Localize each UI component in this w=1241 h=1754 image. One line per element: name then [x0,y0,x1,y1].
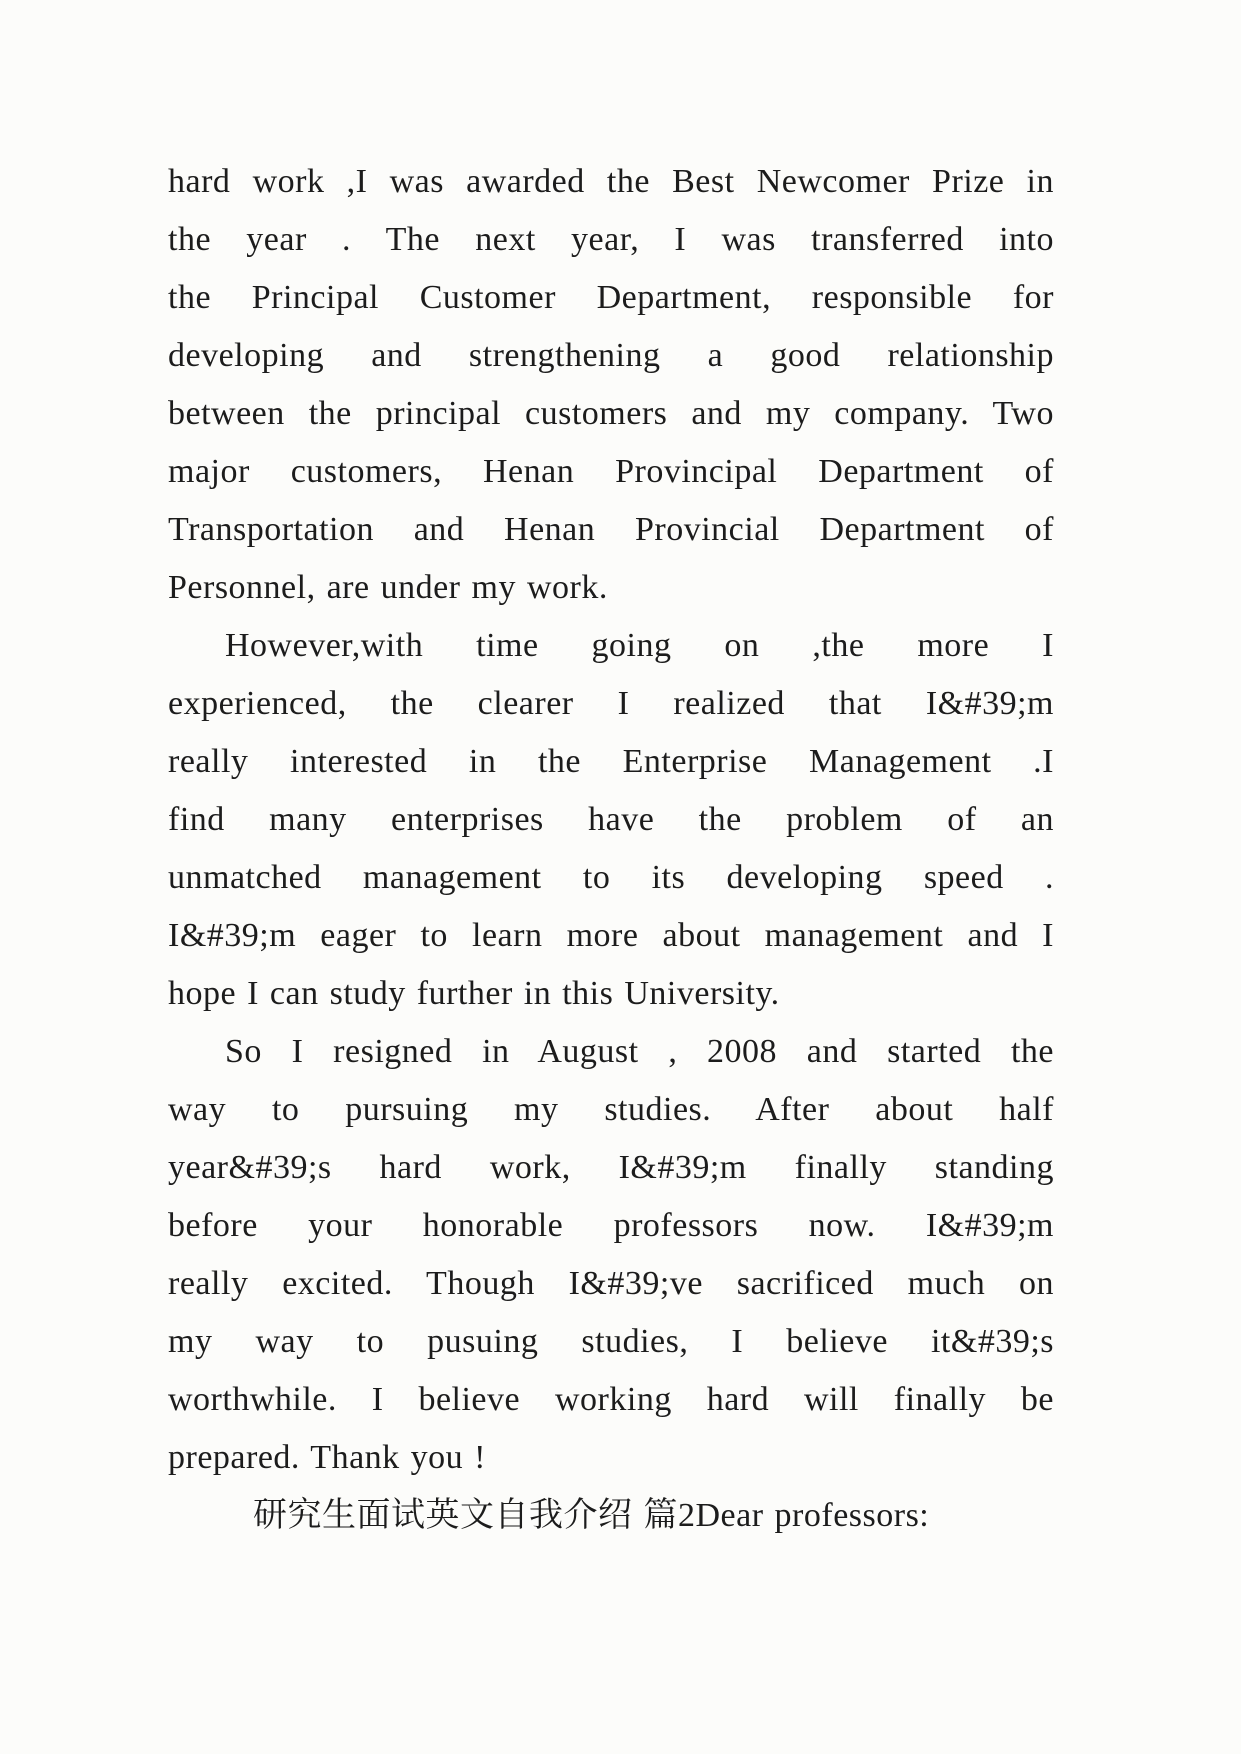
text-line: worthwhile. I believe working hard will finally be [168,1381,1054,1418]
text-line: prepared. Thank you ! [168,1439,486,1476]
text-line: really interested in the Enterprise Management .I [168,743,1054,780]
text-line: way to pursuing my studies. After about half [168,1091,1054,1128]
text-line: hope I can study further in this University. [168,975,780,1012]
paragraph [168,1487,1054,1545]
text-line: really excited. Though I&#39;ve sacrificed much on [168,1265,1054,1302]
paragraph [168,617,1054,1023]
text-line: unmatched management to its developing speed . [168,859,1054,896]
text-line: However,with time going on ,the more I [225,627,1054,664]
text-line: developing and strengthening a good relationship [168,337,1054,374]
text-line: before your honorable professors now. I&#39;m [168,1207,1054,1244]
text-line: year&#39;s hard work, I&#39;m finally standing [168,1149,1054,1186]
text-line: the year . The next year, I was transferred into [168,221,1054,258]
text-line: Transportation and Henan Provincial Department of [168,511,1054,548]
paragraph [168,153,1054,617]
text-line: the Principal Customer Department, responsible for [168,279,1054,316]
text-line: find many enterprises have the problem of an [168,801,1054,838]
text-line: experienced, the clearer I realized that I&#39;m [168,685,1054,722]
paragraph [168,1023,1054,1487]
document-body [168,153,1054,1545]
text-line: I&#39;m eager to learn more about management and I [168,917,1054,954]
text-line: between the principal customers and my company. Two [168,395,1054,432]
text-line: Personnel, are under my work. [168,569,608,606]
text-line: hard work ,I was awarded the Best Newcomer Prize in [168,163,1054,200]
text-line: 研究生面试英文自我介绍 篇2Dear professors: [253,1497,930,1534]
text-line: my way to pusuing studies, I believe it&#39;s [168,1323,1054,1360]
text-line: So I resigned in August , 2008 and started the [225,1033,1054,1070]
text-line: major customers, Henan Provincipal Department of [168,453,1054,490]
